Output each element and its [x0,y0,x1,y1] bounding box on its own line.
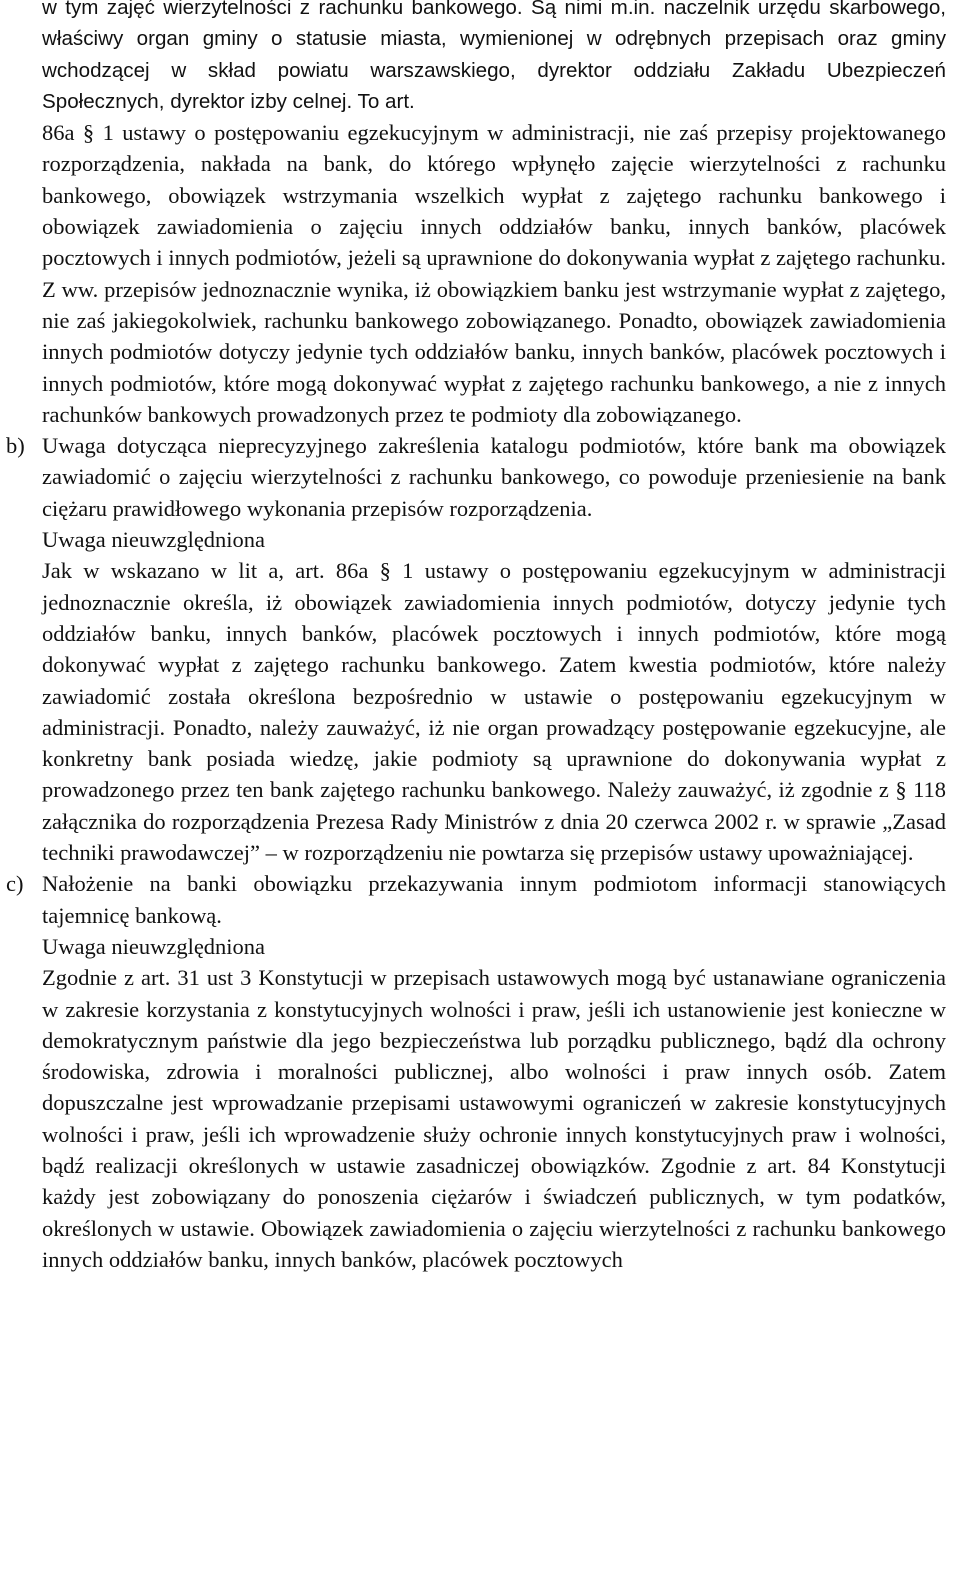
item-c-label: c) [6,871,24,897]
item-c [6,868,946,1275]
item-b-response: Jak w wskazano w lit a, art. 86a § 1 ustawy o postępowaniu egzekucyjnym w administracji jednoznacznie określa, iż obowiązek zawiadomienia innych podmiotów, dotyczy jedynie tych oddziałów banku, innych banków, placówek pocztowych i innych podmiotów, które mogą dokonywać wypłat z zajętego rachunku bankowego. Zatem kwestia podmiotów, które należy zawiadomić została określona bezpośrednio w ustawie o postępowaniu egzekucyjnym w administracji. Ponadto, należy zauważyć, iż nie organ prowadzący postępowanie egzekucyjne, ale konkretny bank posiada wiedzę, jakie podmioty są uprawnione do dokonywania wypłat z prowadzonego przez ten bank zajętego rachunku bankowego. Należy zauważyć, iż zgodnie z § 118 załącznika do rozporządzenia Prezesa Rady Ministrów z dnia 20 czerwca 2002 r. w sprawie „Zasad techniki prawodawczej” – w rozporządzeniu nie powtarza się przepisów ustawy upoważniającej. [42,558,946,866]
item-b-status: Uwaga nieuwzględniona [42,527,266,553]
item-b [6,430,946,868]
intro-paragraph: 86a § 1 ustawy o postępowaniu egzekucyjnym w administracji, nie zaś przepisy projektowanego rozporządzenia, nakłada na bank, do którego wpłynęło zajęcie wierzytelności z rachunku bankowego, obowiązek wstrzymania wszelkich wypłat z zajętego rachunku bankowego i obowiązek zawiadomienia o zajęciu innych oddziałów banku, innych banków, placówek pocztowych i innych podmiotów, jeżeli są uprawnione do dokonywania wypłat z zajętego rachunku. Z ww. przepisów jednoznacznie wynika, iż obowiązkiem banku jest wstrzymanie wypłat z zajętego, nie zaś jakiegokolwiek, rachunku bankowego zobowiązanego. Ponadto, obowiązek zawiadomienia innych podmiotów dotyczy jedynie tych oddziałów banku, innych banków, placówek pocztowych i innych podmiotów, które mogą dokonywać wypłat z zajętego rachunku bankowego, a nie z innych rachunków bankowych prowadzonych przez te podmioty dla zobowiązanego. [42,120,946,427]
item-c-status: Uwaga nieuwzględniona [42,933,266,959]
item-c-remark: Nałożenie na banki obowiązku przekazywania innym podmiotom informacji stanowiących tajemnicę bankową. [42,871,946,928]
item-c-response: Zgodnie z art. 31 ust 3 Konstytucji w przepisach ustawowych mogą być ustanawiane ograniczenia w zakresie korzystania z konstytucyjnych wolności i praw, jeśli ich ustanowienie jest konieczne w demokratycznym państwie dla jego bezpieczeństwa lub porządku publicznego, bądź dla ochrony środowiska, zdrowia i moralności publicznej, albo wolności i praw innych osób. Zatem dopuszczalne jest wprowadzanie przepisami ustawowymi ograniczeń w zakresie konstytucyjnych wolności i praw, jeśli ich wprowadzenie służy ochronie innych konstytucyjnych praw i wolności, bądź realizacji określonych w ustawie zasadniczej obowiązków. Zgodnie z art. 84 Konstytucji każdy jest zobowiązany do ponoszenia ciężarów i świadczeń publicznych, w tym podatków, określonych w ustawie. Obowiązek zawiadomienia o zajęciu wierzytelności z rachunku bankowego innych oddziałów banku, innych banków, placówek pocztowych [42,965,946,1272]
item-b-label: b) [6,433,25,459]
item-b-remark: Uwaga dotycząca nieprecyzyjnego zakreślenia katalogu podmiotów, które bank ma obowiązek zawiadomić o zajęciu wierzytelności z rachunku bankowego, co powoduje przeniesienie na bank ciężaru prawidłowego wykonania przepisów rozporządzenia. [42,433,946,521]
intro-fragment: w tym zajęć wierzytelności z rachunku bankowego. Są nimi m.in. naczelnik urzędu skarbowego, właściwy organ gminy o statusie miasta, wymienionej w odrębnych przepisach oraz gminy wchodzącej w skład powiatu warszawskiego, dyrektor oddziału Zakładu Ubezpieczeń Społecznych, dyrektor izby celnej. To art. [42,0,946,113]
